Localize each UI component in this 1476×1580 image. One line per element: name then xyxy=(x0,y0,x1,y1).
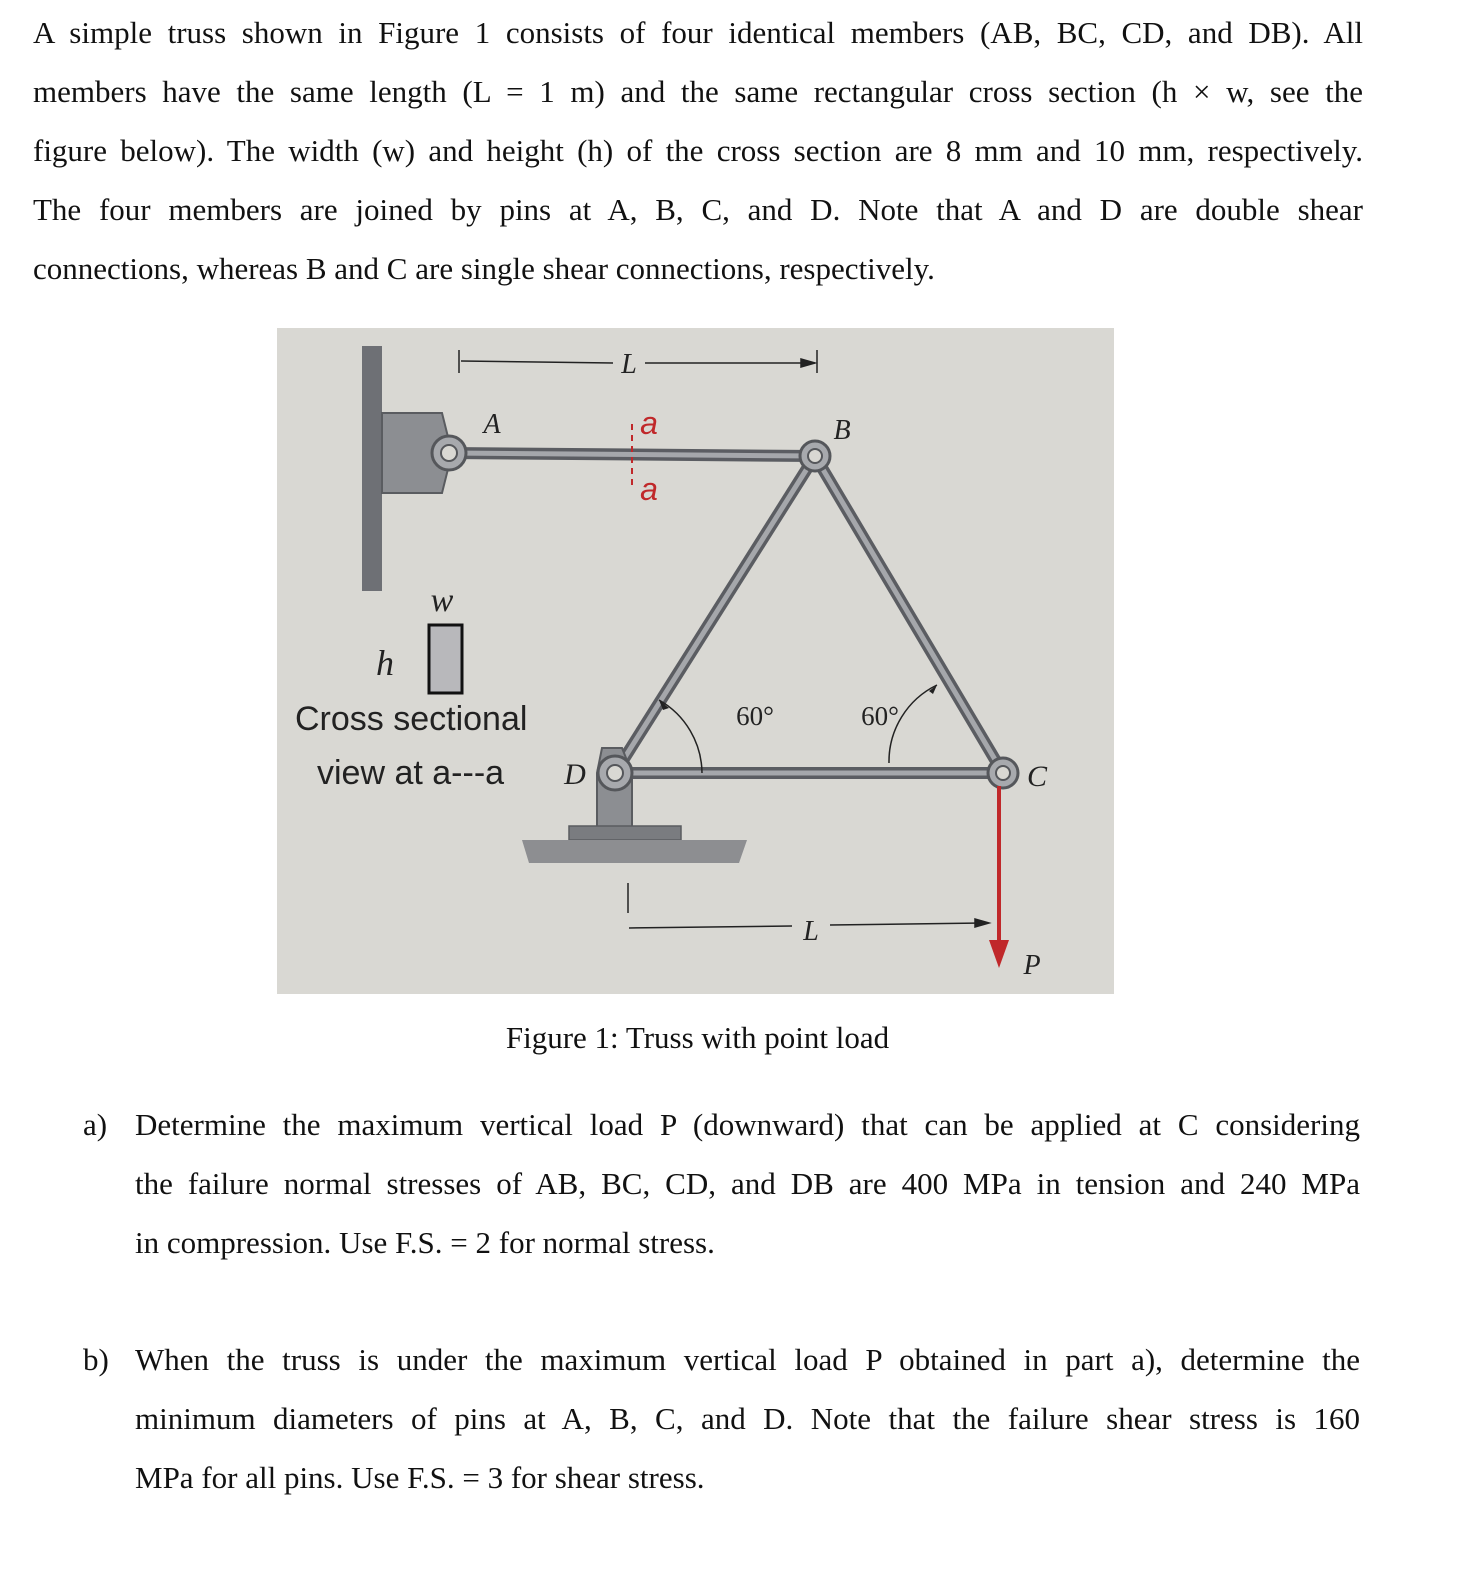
question-label: b) xyxy=(83,1342,109,1377)
cross-section-caption-line2: view at a---a xyxy=(317,754,505,792)
question-line: MPa for all pins. Use F.S. = 3 for shear stress. xyxy=(135,1460,705,1495)
figure-caption: Figure 1: Truss with point load xyxy=(505,1020,890,1055)
intro-line: The four members are joined by pins at A, B, C, and D. Note that A and D are double shear xyxy=(33,192,1363,227)
question-body xyxy=(135,1095,1360,1272)
wall-support xyxy=(362,346,382,591)
member-ab-highlight xyxy=(449,453,815,456)
intro-paragraph xyxy=(33,3,1363,298)
dimension-top xyxy=(459,350,817,373)
section-label-bottom: a xyxy=(640,471,658,507)
members xyxy=(449,453,1003,773)
pin-b xyxy=(800,441,830,471)
section-label-top: a xyxy=(640,405,658,441)
width-symbol: w xyxy=(430,582,454,619)
pin-c xyxy=(988,758,1018,788)
cross-section-caption-line1: Cross sectional xyxy=(295,700,528,738)
joint-label-c: C xyxy=(1026,760,1048,793)
dim-label-top: L xyxy=(621,349,637,380)
load-arrow-head xyxy=(989,940,1009,968)
question-label: a) xyxy=(83,1107,108,1142)
base-plate-d xyxy=(569,826,681,840)
member-bc-highlight xyxy=(815,456,1003,773)
intro-line: A simple truss shown in Figure 1 consists of four identical members (AB, BC, CD, and DB). All xyxy=(33,15,1363,50)
intro-line: figure below). The width (w) and height (h) of the cross section are 8 mm and 10 mm, respectively. xyxy=(33,133,1363,168)
ground-d xyxy=(522,840,747,863)
joint-label-b: B xyxy=(833,415,851,446)
cross-section-rect xyxy=(429,625,462,693)
question-line: in compression. Use F.S. = 2 for normal stress. xyxy=(135,1225,715,1260)
angle-label-left: 60° xyxy=(736,701,774,731)
truss-diagram xyxy=(277,328,1114,994)
height-symbol: h xyxy=(376,643,394,683)
question-body xyxy=(135,1330,1360,1507)
intro-line: members have the same length (L = 1 m) and the same rectangular cross section (h × w, see the xyxy=(33,74,1363,109)
pin-a xyxy=(432,436,466,470)
question-line: minimum diameters of pins at A, B, C, and D. Note that the failure shear stress is 160 xyxy=(135,1401,1360,1436)
angle-arc-left xyxy=(659,700,702,773)
intro-line: connections, whereas B and C are single shear connections, respectively. xyxy=(33,251,935,286)
truss-figure xyxy=(277,328,1114,994)
pin-d xyxy=(598,756,632,790)
joint-label-a: A xyxy=(483,409,501,440)
load-label: P xyxy=(1023,950,1041,981)
angle-label-right: 60° xyxy=(861,701,899,731)
joint-label-d: D xyxy=(564,758,586,791)
question-line: When the truss is under the maximum vertical load P obtained in part a), determine the xyxy=(135,1342,1360,1377)
dim-label-bottom: L xyxy=(803,916,819,947)
question-line: Determine the maximum vertical load P (downward) that can be applied at C considering xyxy=(135,1107,1360,1142)
question-line: the failure normal stresses of AB, BC, CD, and DB are 400 MPa in tension and 240 MPa xyxy=(135,1166,1360,1201)
